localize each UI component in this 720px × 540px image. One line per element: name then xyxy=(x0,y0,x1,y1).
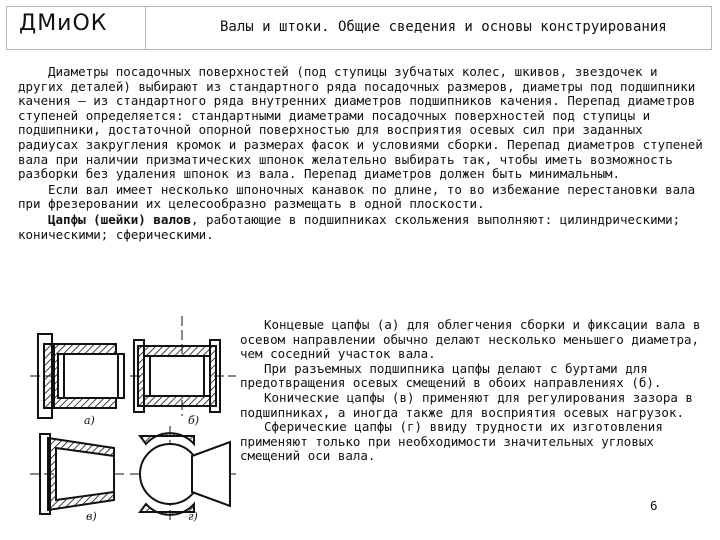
paragraph-journals xyxy=(18,213,708,242)
page-number: 6 xyxy=(650,498,658,513)
figure-label-g: г) xyxy=(188,510,198,523)
journals-heading: Цапфы (шейки) валов xyxy=(48,211,191,227)
conical-journal-drawing xyxy=(30,434,125,514)
paragraph-conical-journals: Конические цапфы (в) применяют для регулирования зазора в подшипниках, а иногда также для восприятия осевых нагрузок. xyxy=(240,389,693,420)
cylindrical-journal-drawing xyxy=(30,334,125,418)
header-separator xyxy=(145,7,146,49)
figure-label-a: а) xyxy=(84,414,95,427)
paragraph-diameters: Диаметры посадочных поверхностей (под ступицы зубчатых колес, шкивов, звездочек и других деталей) выбирают из стандартного ряда посадочных размеров, диаметры под подшипники качения – из стандартного ряда внутренних диаметров подшипников качения. Перепад диаметров ступеней определяется: стандартными диаметрами посадочных поверхностей под ступицы и подшипники, достаточной опорной поверхностью для восприятия осевых сил при заданных радиусах закругления кромок и размерах фасок и условиями сборки. Перепад диаметров ступеней вала при наличии призматических шпонок желательно выбирать так, чтобы иметь возможность разборки без удаления шпонок из вала. Перепад диаметров должен быть минимальным. xyxy=(18,64,703,182)
side-text xyxy=(240,318,702,464)
journal-types-figure xyxy=(30,316,236,524)
figure-label-b: б) xyxy=(188,414,200,427)
paragraph-collar-journals: При разъемных подшипника цапфы делают с буртами для предотвращения осевых смещений в обоих направлениях (б). xyxy=(240,360,662,391)
collared-journal-drawing xyxy=(130,316,236,416)
journals-text: , работающие в подшипниках скольжения выполняют: цилиндрическими; коническими; сферическими. xyxy=(18,211,681,242)
spherical-journal-drawing xyxy=(130,426,236,521)
paragraph-spherical-journals: Сферические цапфы (г) ввиду трудности их изготовления применяют только при необходимости значительных угловых смещений оси вала. xyxy=(240,419,663,464)
logo-text: ДМиОК xyxy=(19,11,108,36)
header-box xyxy=(6,6,712,50)
figure-label-v: в) xyxy=(86,510,97,523)
page-title: Валы и штоки. Общие сведения и основы конструирования xyxy=(220,19,667,35)
paragraph-end-journals: Концевые цапфы (а) для облегчения сборки и фиксации вала в осевом направлении обычно делают несколько меньшего диаметра, чем соседний участок вала. xyxy=(240,317,701,362)
paragraph-keyways: Если вал имеет несколько шпоночных канавок по длине, то во избежание перестановки вала при фрезеровании их целесообразно размещать в одной плоскости. xyxy=(18,181,696,212)
main-text xyxy=(18,65,708,242)
